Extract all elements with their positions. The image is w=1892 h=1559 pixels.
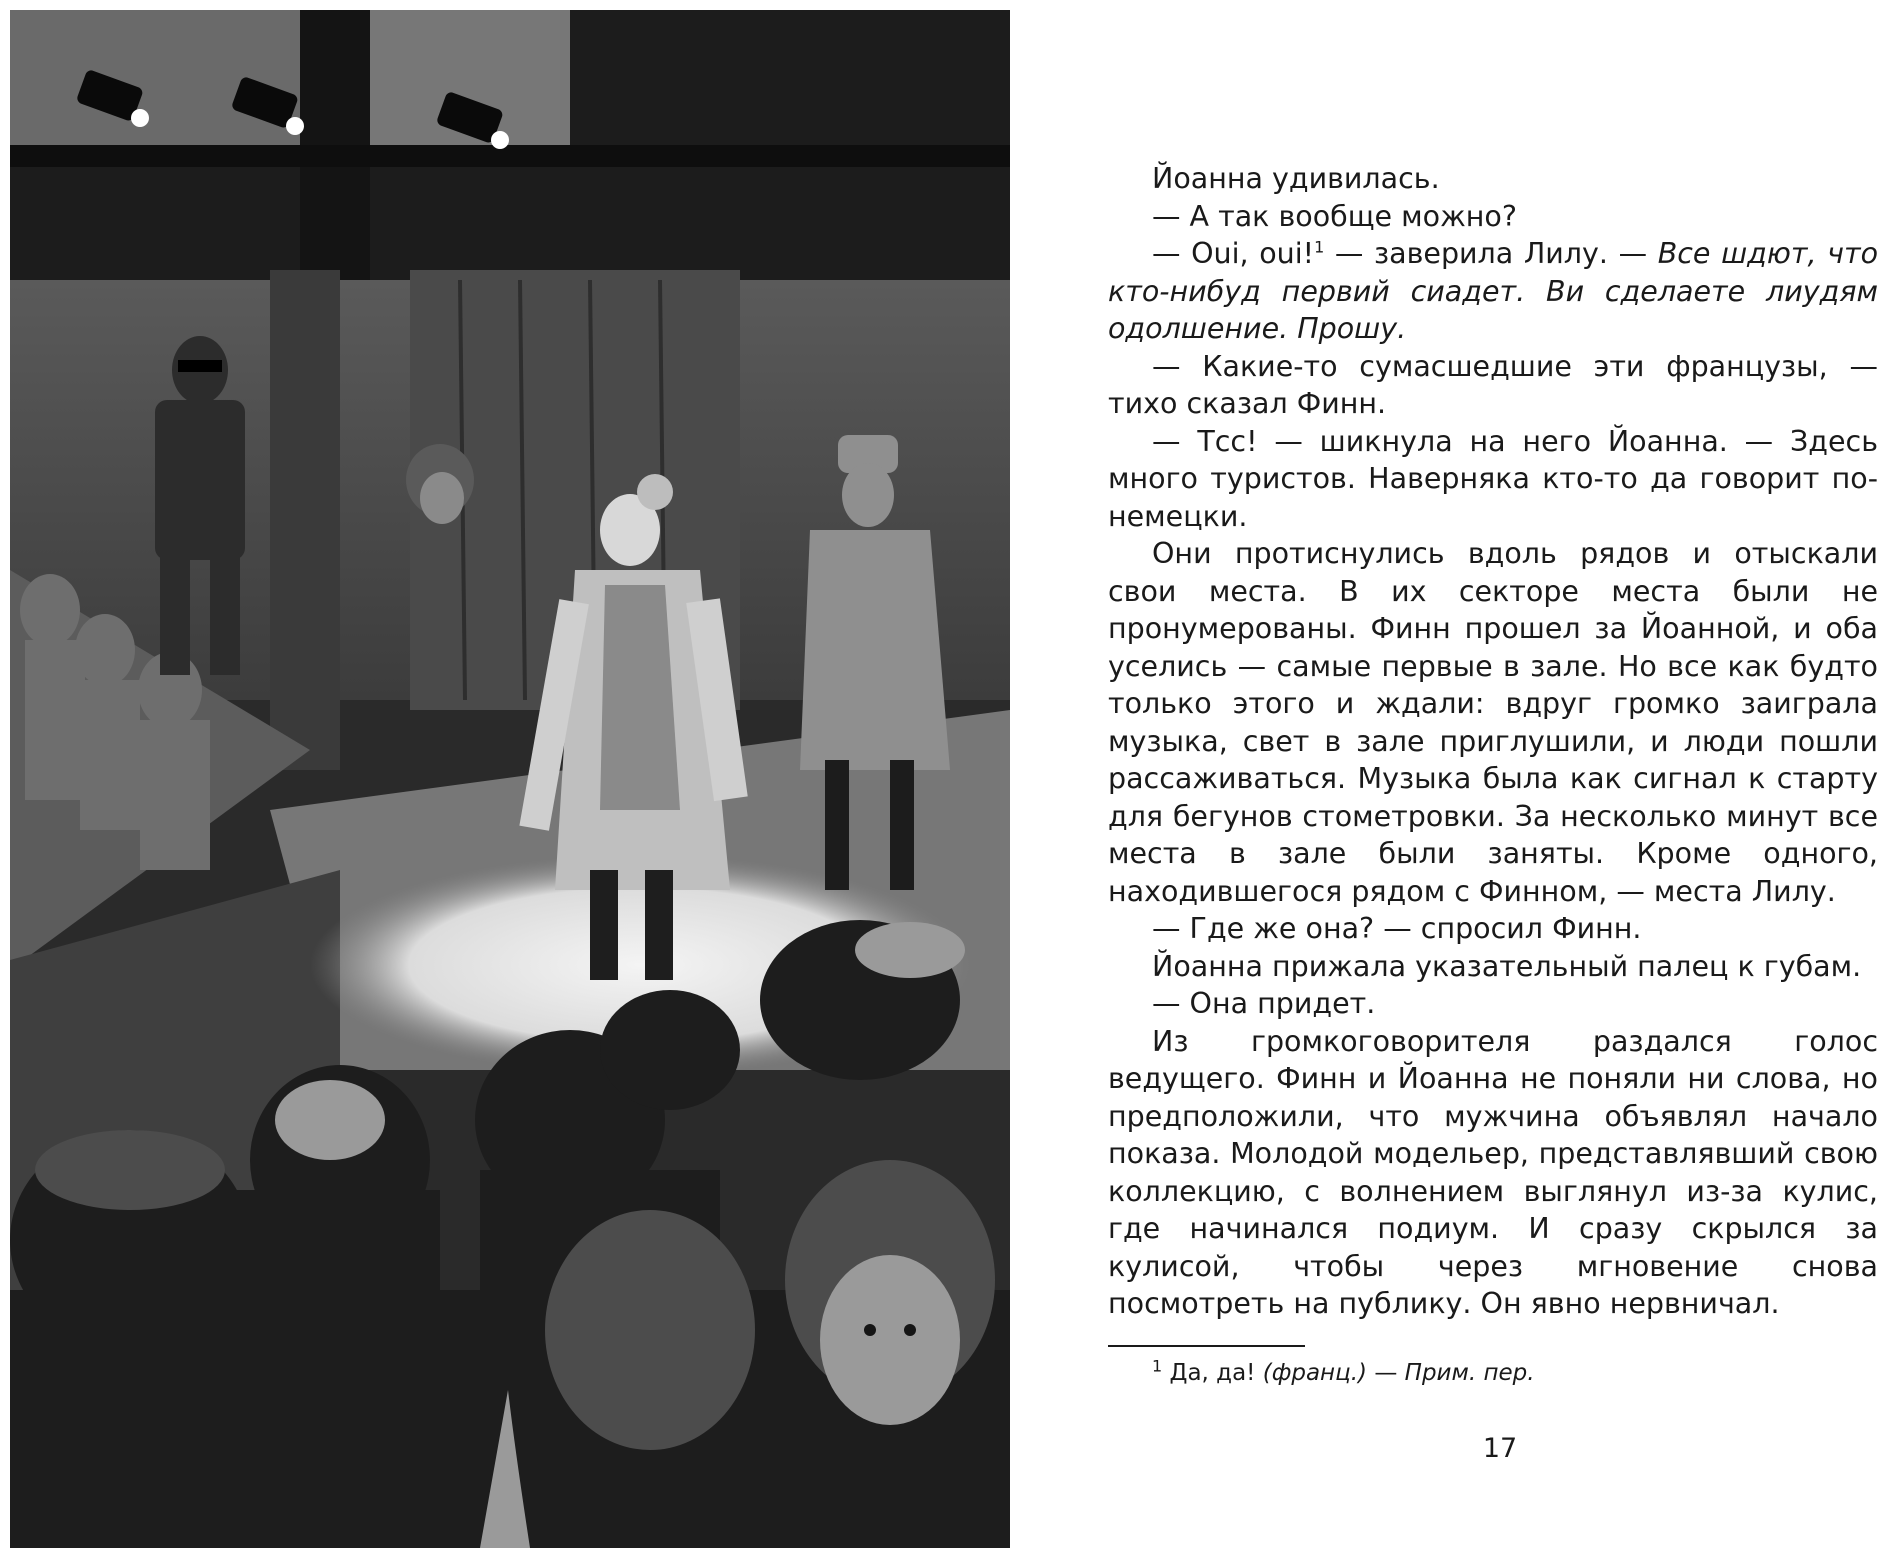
footnote-divider [1108, 1345, 1305, 1347]
footnote-text: Да, да! [1162, 1360, 1263, 1386]
dialog-quote: — Oui, oui! [1152, 237, 1315, 270]
page-number: 17 [1482, 1433, 1518, 1464]
footnote-marker: 1 [1152, 1356, 1163, 1376]
footnote-reference: 1 [1314, 237, 1325, 257]
paragraph-dialog-lilu [1108, 235, 1878, 348]
footnote-translator-note: Прим. пер. [1404, 1360, 1535, 1386]
footnote-language: (франц.) [1262, 1360, 1368, 1386]
paragraph: Йоанна прижала указательный палец к губам. [1152, 949, 1862, 983]
paragraph: Йоанна удивилась. [1152, 162, 1440, 195]
paragraph: Они протиснулись вдоль рядов и отыскали свои места. В их секторе места были не пронумерованы. Финн прошел за Йоанной, и оба уселись — самые первые в зале. Но все как будто только этого и ждали: вдруг громко заиграла музыка, свет в зале приглушили, и люди пошли рассаживаться. Музыка была как сигнал к старту для бегунов стометровки. За несколько минут все места в зале были заняты. Кроме одного, находившегося рядом с Финном, — места Лилу. [1108, 537, 1878, 908]
dialog-attribution: — заверила Лилу. — [1324, 237, 1658, 270]
paragraph: — Тсс! — шикнула на него Йоанна. — Здесь много туристов. Наверняка кто-то да говорит по-немецки. [1108, 424, 1878, 533]
dialog-accented-speech: Все шдют, что кто-нибуд первий сиадет. Ви сделаете лиудям одолшение. Прошу. [1108, 237, 1879, 345]
paragraph: — Где же она? — спросил Финн. [1152, 912, 1642, 945]
body-text [1108, 160, 1878, 1323]
footnote [1152, 1357, 1852, 1389]
paragraph: — А так вообще можно? [1152, 199, 1517, 233]
paragraph: Из громкоговорителя раздался голос ведущего. Финн и Йоанна не поняли ни слова, но предположили, что мужчина объявлял начало показа. Молодой модельер, представлявший свою коллекцию, с волнением выглянул из-за кулис, где начинался подиум. И сразу скрылся за кулисой, чтобы через мгновение снова посмотреть на публику. Он явно нервничал. [1108, 1024, 1878, 1320]
runway-scene-icon [10, 10, 1010, 1548]
paragraph: — Какие-то сумасшедшие эти французы, — тихо сказал Финн. [1108, 349, 1878, 420]
paragraph: — Она придет. [1152, 987, 1376, 1020]
fashion-show-illustration [10, 10, 1010, 1548]
footnote-dash: — [1367, 1360, 1405, 1386]
